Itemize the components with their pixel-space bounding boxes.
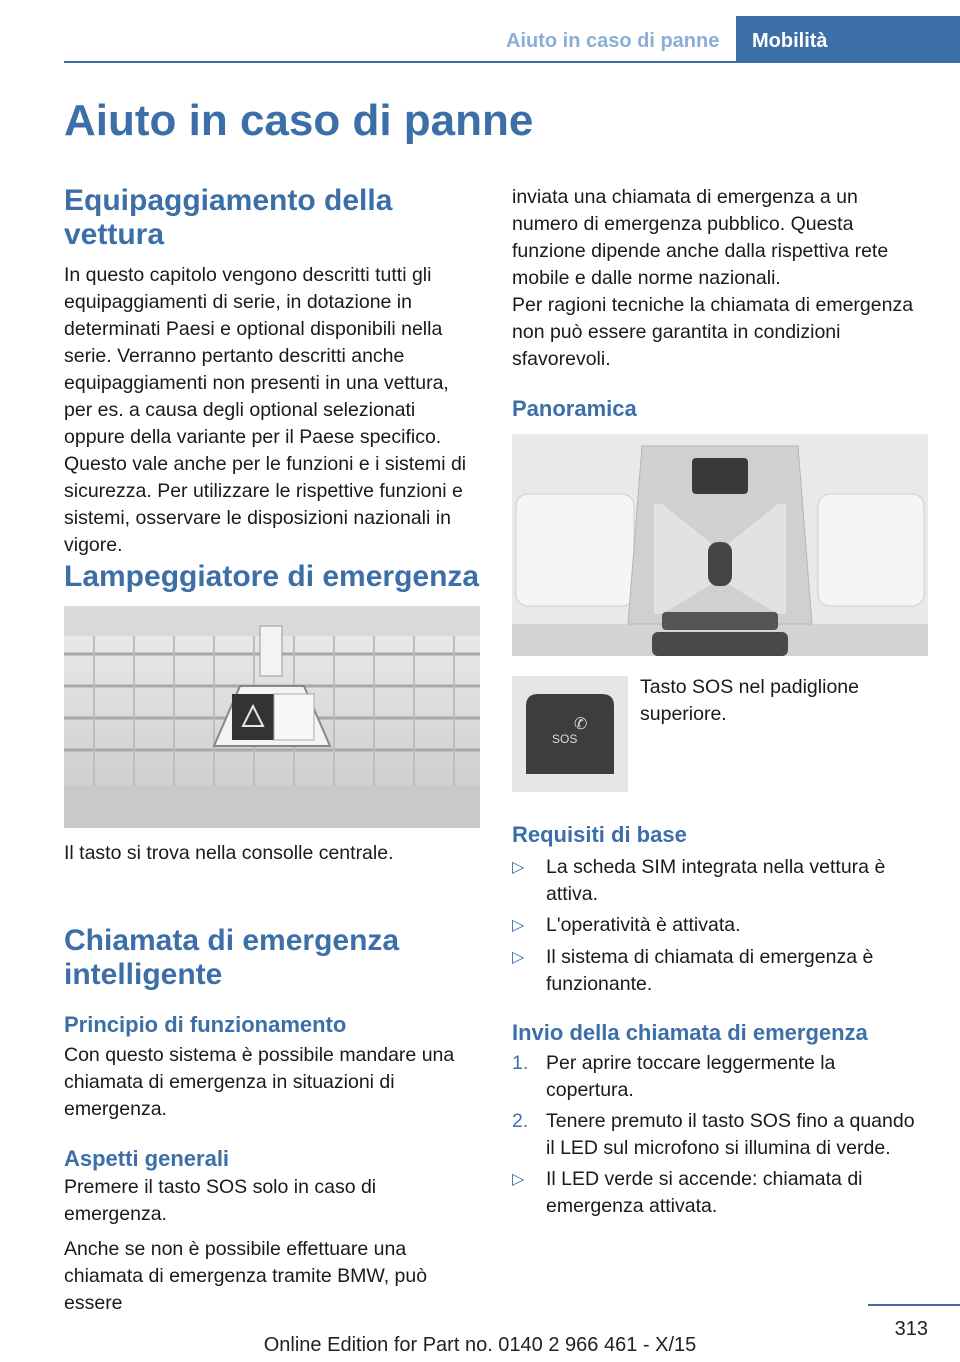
hazard-button-image [64,606,480,828]
phone-handset-icon: ✆ [574,714,588,733]
list-bullet-icon: ▷ [512,949,525,966]
heading-general: Aspetti generali [64,1146,230,1171]
caption-hazard: Il tasto si trova nella consolle centrale. [64,842,394,864]
footer-edition: Online Edition for Part no. 0140 2 966 461 - X/15 [263,1334,697,1356]
heading-principle: Principio di funzionamento [64,1012,347,1037]
list-item [512,944,928,998]
step-text: Per aprire toccare leggermente la copertura. [546,1052,836,1101]
step-item [512,1108,928,1162]
paragraph-equipment: In questo capitolo vengono descritti tutti gli equipaggiamenti di serie, in dotazione in determinati Paesi e optional disponibili nella serie. Verranno pertanto descritti anche equipaggiamenti non presenti in una vettura, per es. a causa degli optional selezionati oppure della variante per il Paese specifico. Questo vale anche per le funzioni e i sistemi di sicurezza. Per utilizzare le rispettive funzioni e sistemi, osservare le disposizioni nazionali in vigore. [64,264,467,556]
step-number: 2. [512,1110,529,1132]
heading-requirements: Requisiti di base [512,822,687,847]
step-text: Tenere premuto il tasto SOS fino a quando il LED sul microfono si illumina di verde. [546,1110,915,1159]
sos-label: SOS [552,732,578,746]
list-item-text: Il sistema di chiamata di emergenza è funzionante. [546,946,874,995]
paragraph-principle: Con questo sistema è possibile mandare una chiamata di emergenza in situazioni di emergenza. [64,1044,455,1120]
paragraph-general-2: Anche se non è possibile effettuare una chiamata di emergenza tramite BMW, può essere [64,1238,428,1314]
paragraph-continued-2: Per ragioni tecniche la chiamata di emergenza non può essere garantita in condizioni sfavorevoli. [512,294,914,370]
page-title: Aiuto in caso di panne [64,96,534,145]
list-bullet-icon: ▷ [512,859,525,876]
list-bullet-icon: ▷ [512,1171,525,1188]
list-item-text: La scheda SIM integrata nella vettura è attiva. [546,856,886,905]
caption-sos: Tasto SOS nel padiglione superiore. [640,676,859,725]
sos-button-image [512,676,628,792]
list-item [512,854,928,908]
heading-intelligent-call: Chiamata di emergenza intelligente [64,924,400,991]
paragraph-general-1: Premere il tasto SOS solo in caso di emergenza. [64,1176,377,1225]
running-header-section: Aiuto in caso di panne [506,30,720,52]
heading-overview: Panoramica [512,396,637,421]
running-header-tab-label: Mobilità [752,30,828,52]
heading-hazard-lights: Lampeggiatore di emergenza [64,560,480,593]
list-item-text: L'operatività è attivata. [546,914,741,936]
running-header-tab [736,16,960,62]
list-item [512,912,928,939]
heading-equipment: Equipaggiamento della vettura [64,184,393,251]
paragraph-continued-1: inviata una chiamata di emergenza a un numero di emergenza pubblico. Questa funzione dipende anche dalla rispettiva rete mobile e dalle norme nazionali. [512,186,889,289]
heading-send-call: Invio della chiamata di emergenza [512,1020,868,1045]
page-number: 313 [894,1318,928,1340]
footer-rule [868,1304,960,1306]
header-rule [64,61,960,63]
step-item [512,1050,928,1104]
step-number: 1. [512,1052,529,1074]
list-item [512,1166,928,1220]
roof-console-image [512,434,928,656]
list-item-text: Il LED verde si accende: chiamata di emergenza attivata. [546,1168,863,1217]
list-bullet-icon: ▷ [512,917,525,934]
